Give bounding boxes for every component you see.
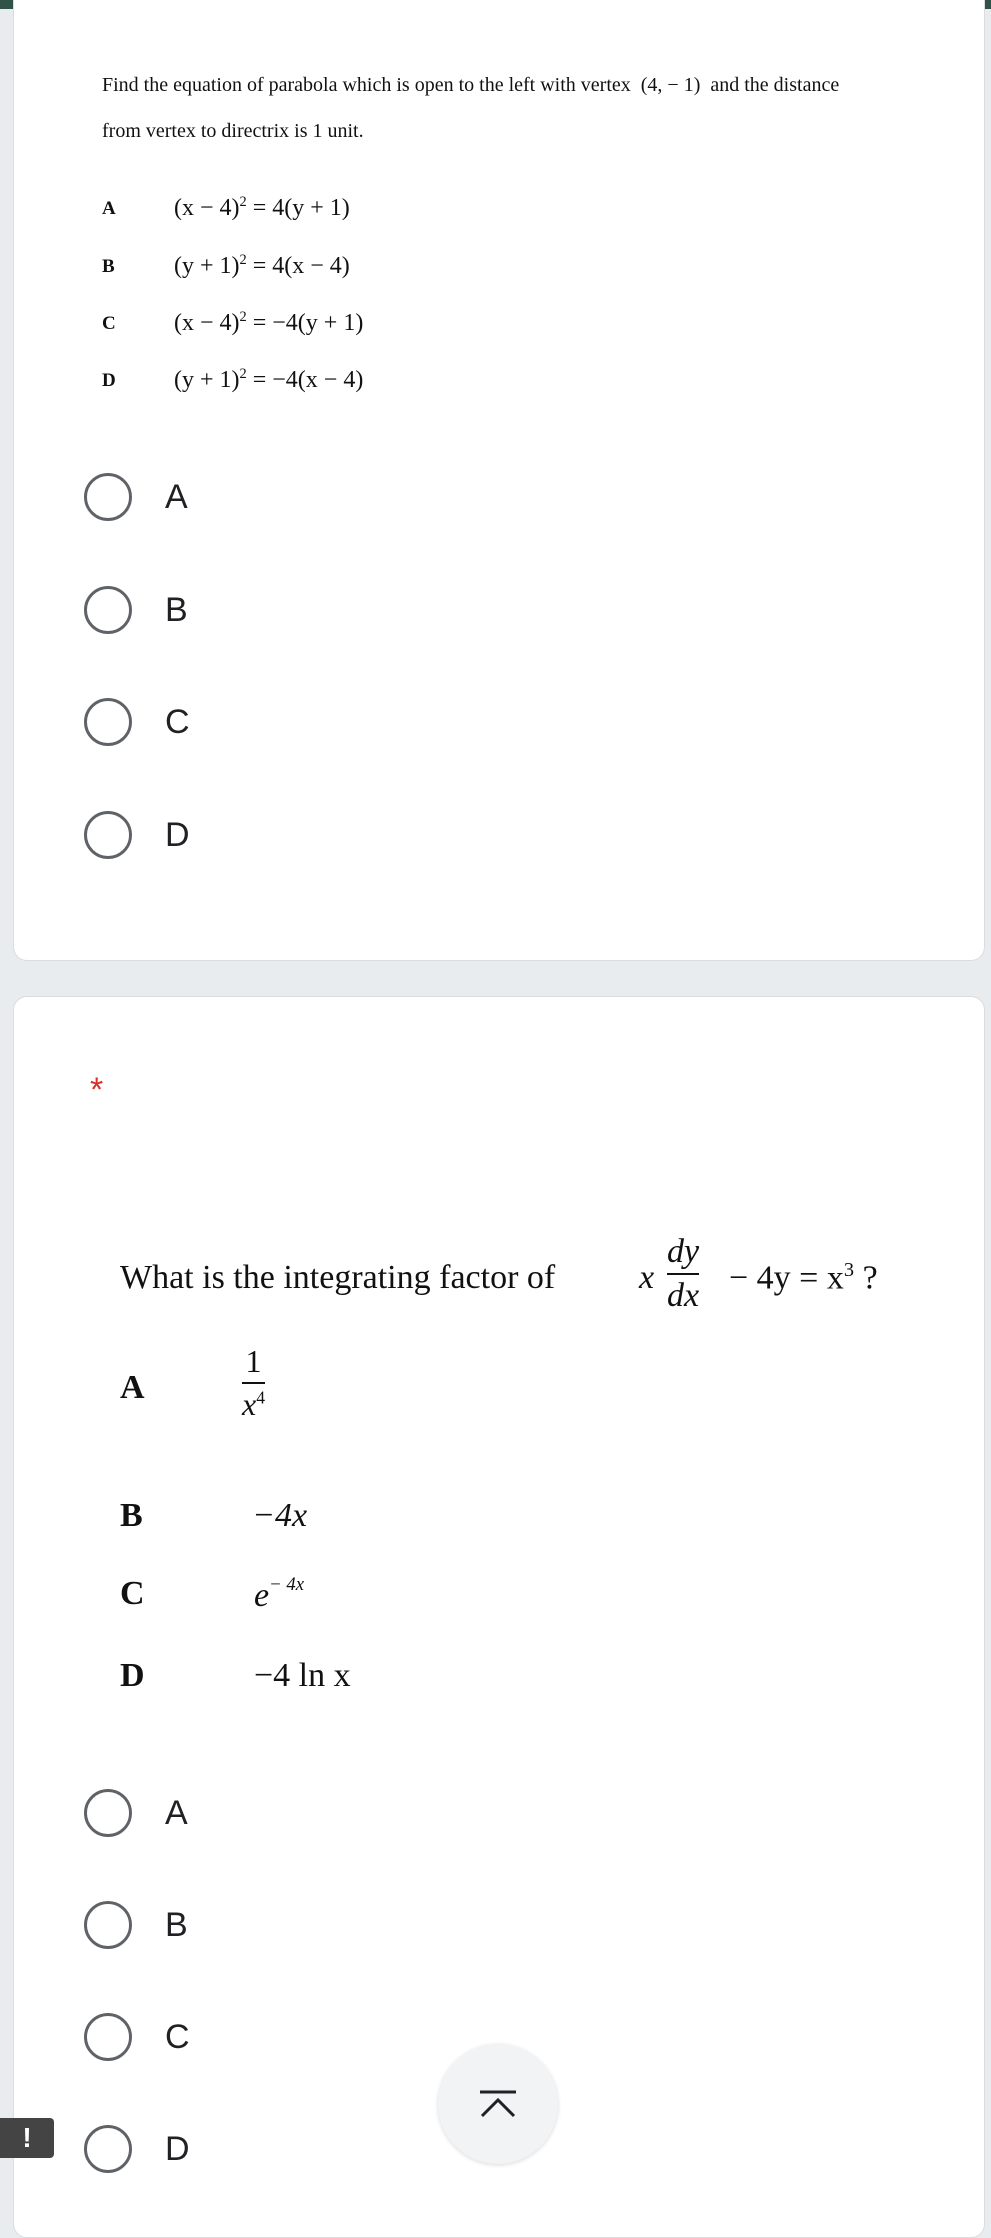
radio-circle-icon[interactable] [84,1789,132,1837]
q2-option-label-c: C [120,1575,145,1612]
q1-option-label-d: D [102,370,116,391]
q1-option-d-equation: $(y + 1)^2 = -4(x - 4)$ [174,366,364,393]
fraction-denominator: $x^4$ [242,1386,265,1422]
question-card-1 [13,0,985,961]
q2-choice-d[interactable] [84,2119,384,2179]
radio-circle-icon[interactable] [84,473,132,521]
q1-choice-d[interactable] [84,805,384,865]
question-2-text: What is the integrating factor of [120,1259,556,1296]
required-asterisk: * [90,1071,104,1109]
q2-choice-c-label: C [165,2017,190,2056]
radio-circle-icon[interactable] [84,811,132,859]
q1-option-label-a: A [102,198,116,219]
q2-choice-a[interactable] [84,1783,384,1843]
q2-choice-a-label: A [165,1793,188,1832]
q2-option-a-fraction [242,1343,265,1423]
q2-choice-b-label: B [165,1905,188,1944]
q1-choice-b-label: B [165,590,188,629]
chevron-up-icon [476,2089,520,2119]
q1-choice-d-label: D [165,815,190,854]
q2-option-label-d: D [120,1657,145,1694]
question-2-eq-rest: − $4y = x^3$ ? [729,1259,878,1297]
radio-circle-icon[interactable] [84,2013,132,2061]
q1-option-a-equation: $(x - 4)^2 = 4(y + 1)$ [174,194,350,221]
q1-option-c-equation: $(x - 4)^2 = -4(y + 1)$ [174,309,364,336]
error-badge[interactable]: ! [0,2118,54,2158]
q2-option-label-a: A [120,1369,145,1406]
fraction-numerator: 1 [245,1343,262,1379]
derivative-denominator: dx [667,1277,700,1314]
q1-choice-a-label: A [165,477,188,516]
q1-option-b-equation: $(y + 1)^2 = 4(x - 4)$ [174,252,350,279]
question-1-text-line-1: Find the equation of parabola which is open to the left with vertex (4, − 1) and the distance [102,74,840,96]
q2-option-c-value: $e^{- 4x}$ [254,1573,305,1614]
q1-option-label-c: C [102,313,116,334]
radio-circle-icon[interactable] [84,586,132,634]
q1-choice-b[interactable] [84,580,384,640]
radio-circle-icon[interactable] [84,1901,132,1949]
q2-choice-d-label: D [165,2129,190,2168]
scroll-to-top-button[interactable] [438,2044,558,2164]
q2-option-b-value: −4x [252,1497,308,1534]
q2-choice-c[interactable] [84,2007,384,2067]
radio-circle-icon[interactable] [84,698,132,746]
q1-choice-a[interactable] [84,467,384,527]
q2-option-d-value: −4 ln x [254,1657,351,1694]
q2-option-label-b: B [120,1497,143,1534]
derivative-numerator: dy [667,1233,700,1270]
q1-choice-c[interactable] [84,692,384,752]
q1-option-label-b: B [102,256,115,277]
question-2-eq-x: x [639,1259,655,1296]
question-1-text-line-2: from vertex to directrix is 1 unit. [102,120,364,142]
q1-choice-c-label: C [165,702,190,741]
q2-choice-b[interactable] [84,1895,384,1955]
question-2-eq-derivative [667,1233,699,1315]
radio-circle-icon[interactable] [84,2125,132,2173]
